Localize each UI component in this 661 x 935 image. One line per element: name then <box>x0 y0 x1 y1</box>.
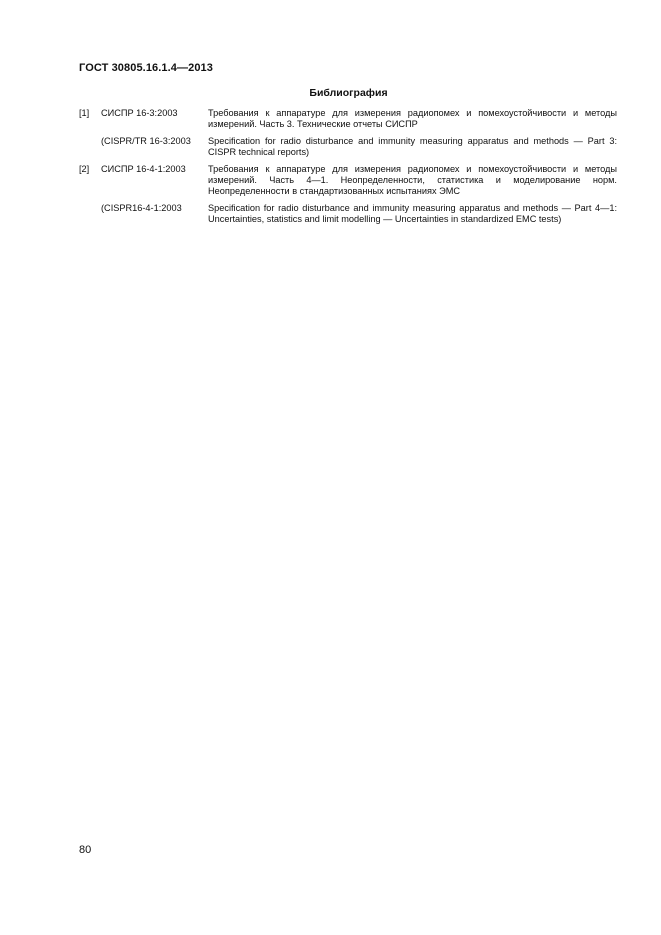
entry-code: СИСПР 16-3:2003 <box>101 108 178 118</box>
entry-number <box>79 203 101 225</box>
entry-code: (CISPR16-4-1:2003 <box>101 203 182 213</box>
entry-description: Specification for radio disturbance and immunity measuring apparatus and methods — Part 3: CISPR technical reports) <box>208 136 617 157</box>
bibliography-entry <box>79 108 617 130</box>
bibliography-entry <box>79 164 617 197</box>
document-header: ГОСТ 30805.16.1.4—2013 <box>79 62 213 74</box>
entry-code: (CISPR/TR 16-3:2003 <box>101 136 191 146</box>
bibliography-entry <box>79 136 617 158</box>
section-title: Библиография <box>309 87 388 99</box>
bibliography-list <box>79 108 617 231</box>
entry-number: [1] <box>79 108 90 118</box>
page-number: 80 <box>79 844 92 856</box>
entry-description: Требования к аппаратуре для измерения радиопомех и помехоустойчивости и методы измерений. Часть 4—1. Неопределенности, статистика и моделирование норм. Неопределенности в стандартизованных испытаниях ЭМС <box>208 164 617 196</box>
entry-number <box>79 136 101 158</box>
entry-number: [2] <box>79 164 90 174</box>
entry-description: Требования к аппаратуре для измерения радиопомех и помехоустойчивости и методы измерений. Часть 3. Технические отчеты СИСПР <box>208 108 617 129</box>
entry-description: Specification for radio disturbance and immunity measuring apparatus and methods — Part 4—1: Uncertainties, statistics and limit modelling — Uncertainties in standardized EMC tests) <box>208 203 617 224</box>
bibliography-entry <box>79 203 617 225</box>
entry-code: СИСПР 16-4-1:2003 <box>101 164 186 174</box>
